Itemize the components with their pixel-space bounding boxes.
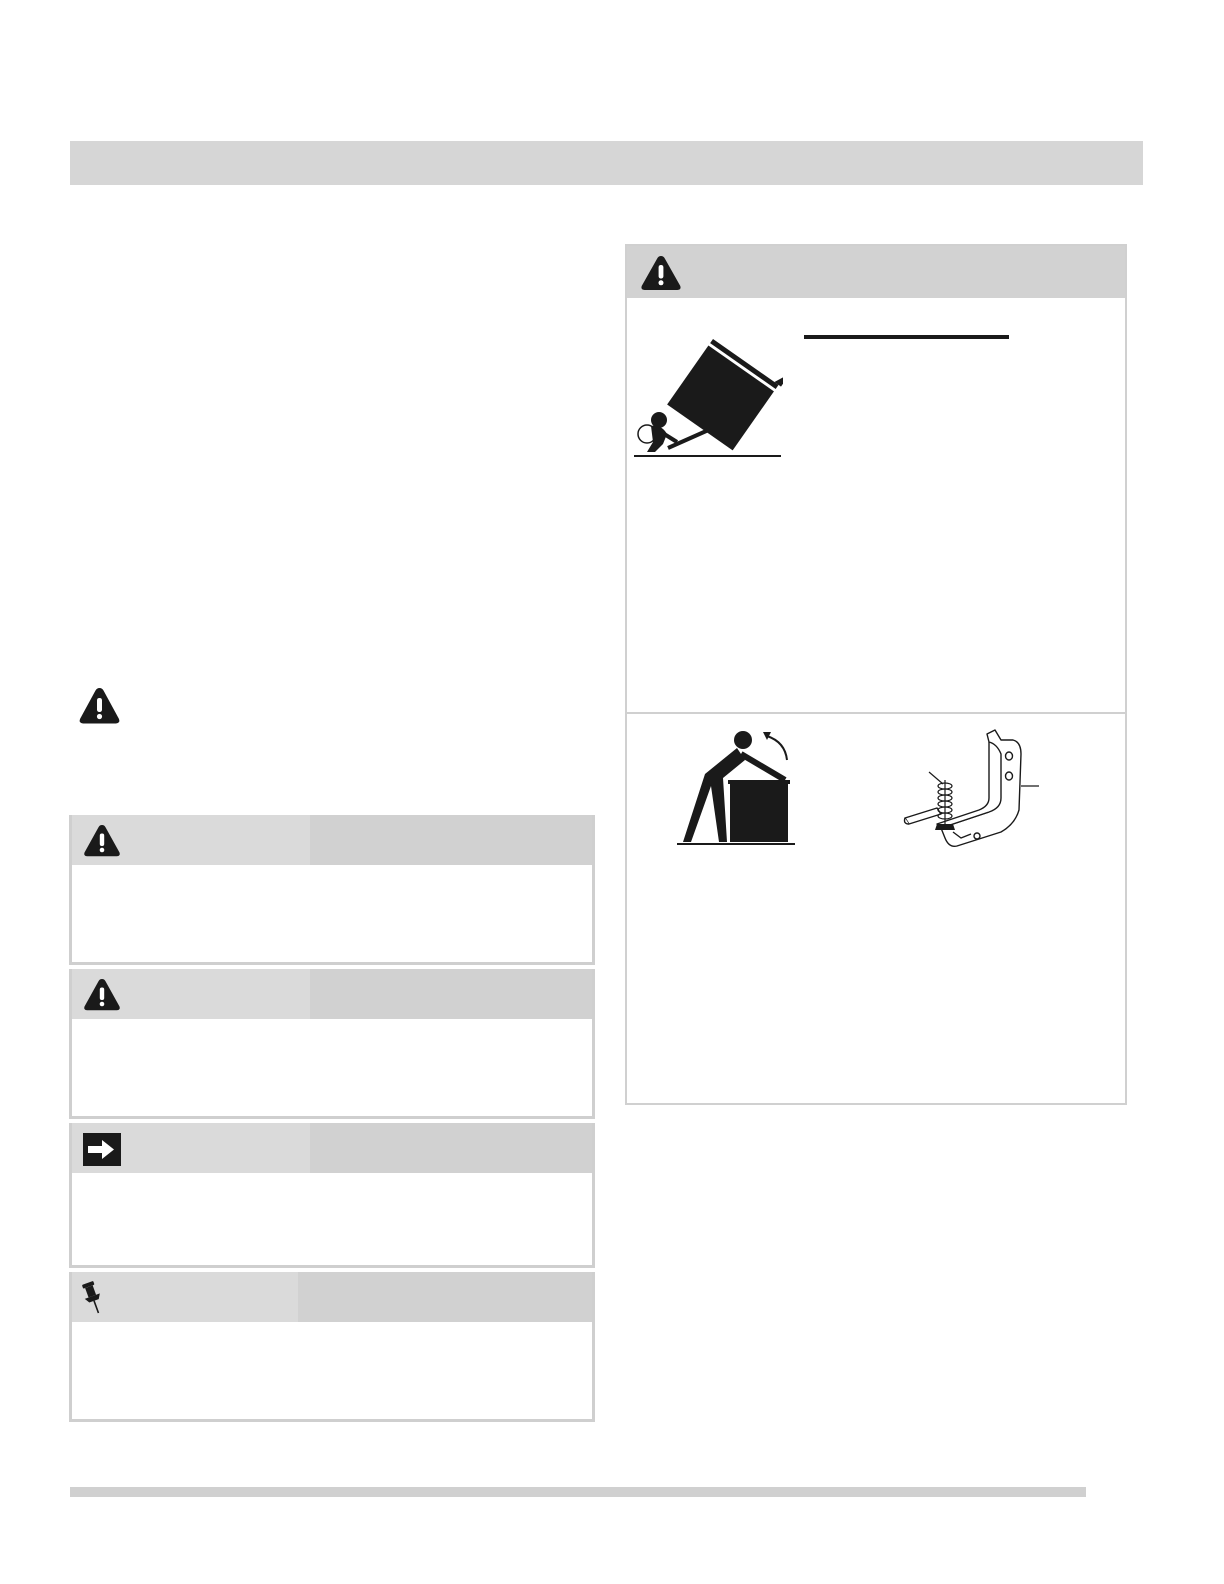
title-rule bbox=[804, 335, 1009, 339]
tip-over-illustration bbox=[633, 330, 783, 460]
notice-header bbox=[72, 969, 592, 1019]
page-header-bar bbox=[70, 141, 1143, 185]
notice-box-warning-2 bbox=[69, 969, 595, 1119]
page-footer-bar bbox=[70, 1487, 1086, 1497]
pushpin-icon bbox=[80, 1280, 106, 1321]
warning-triangle-icon bbox=[639, 254, 683, 297]
notice-box-important bbox=[69, 1123, 595, 1268]
anti-tip-bracket-illustration bbox=[897, 728, 1062, 858]
arrow-right-icon bbox=[83, 1133, 121, 1171]
warning-triangle-icon bbox=[82, 823, 122, 864]
notice-box-warning-1 bbox=[69, 815, 595, 965]
warning-triangle-icon bbox=[77, 685, 122, 727]
notice-header bbox=[72, 1272, 592, 1322]
anti-tip-warning-box bbox=[625, 244, 1127, 1105]
tilt-range-illustration bbox=[675, 726, 799, 848]
box-divider bbox=[627, 712, 1125, 714]
warning-triangle-icon bbox=[82, 977, 122, 1018]
notice-box-note bbox=[69, 1272, 595, 1422]
notice-header bbox=[627, 246, 1125, 298]
notice-header bbox=[72, 1123, 592, 1173]
notice-header bbox=[72, 815, 592, 865]
